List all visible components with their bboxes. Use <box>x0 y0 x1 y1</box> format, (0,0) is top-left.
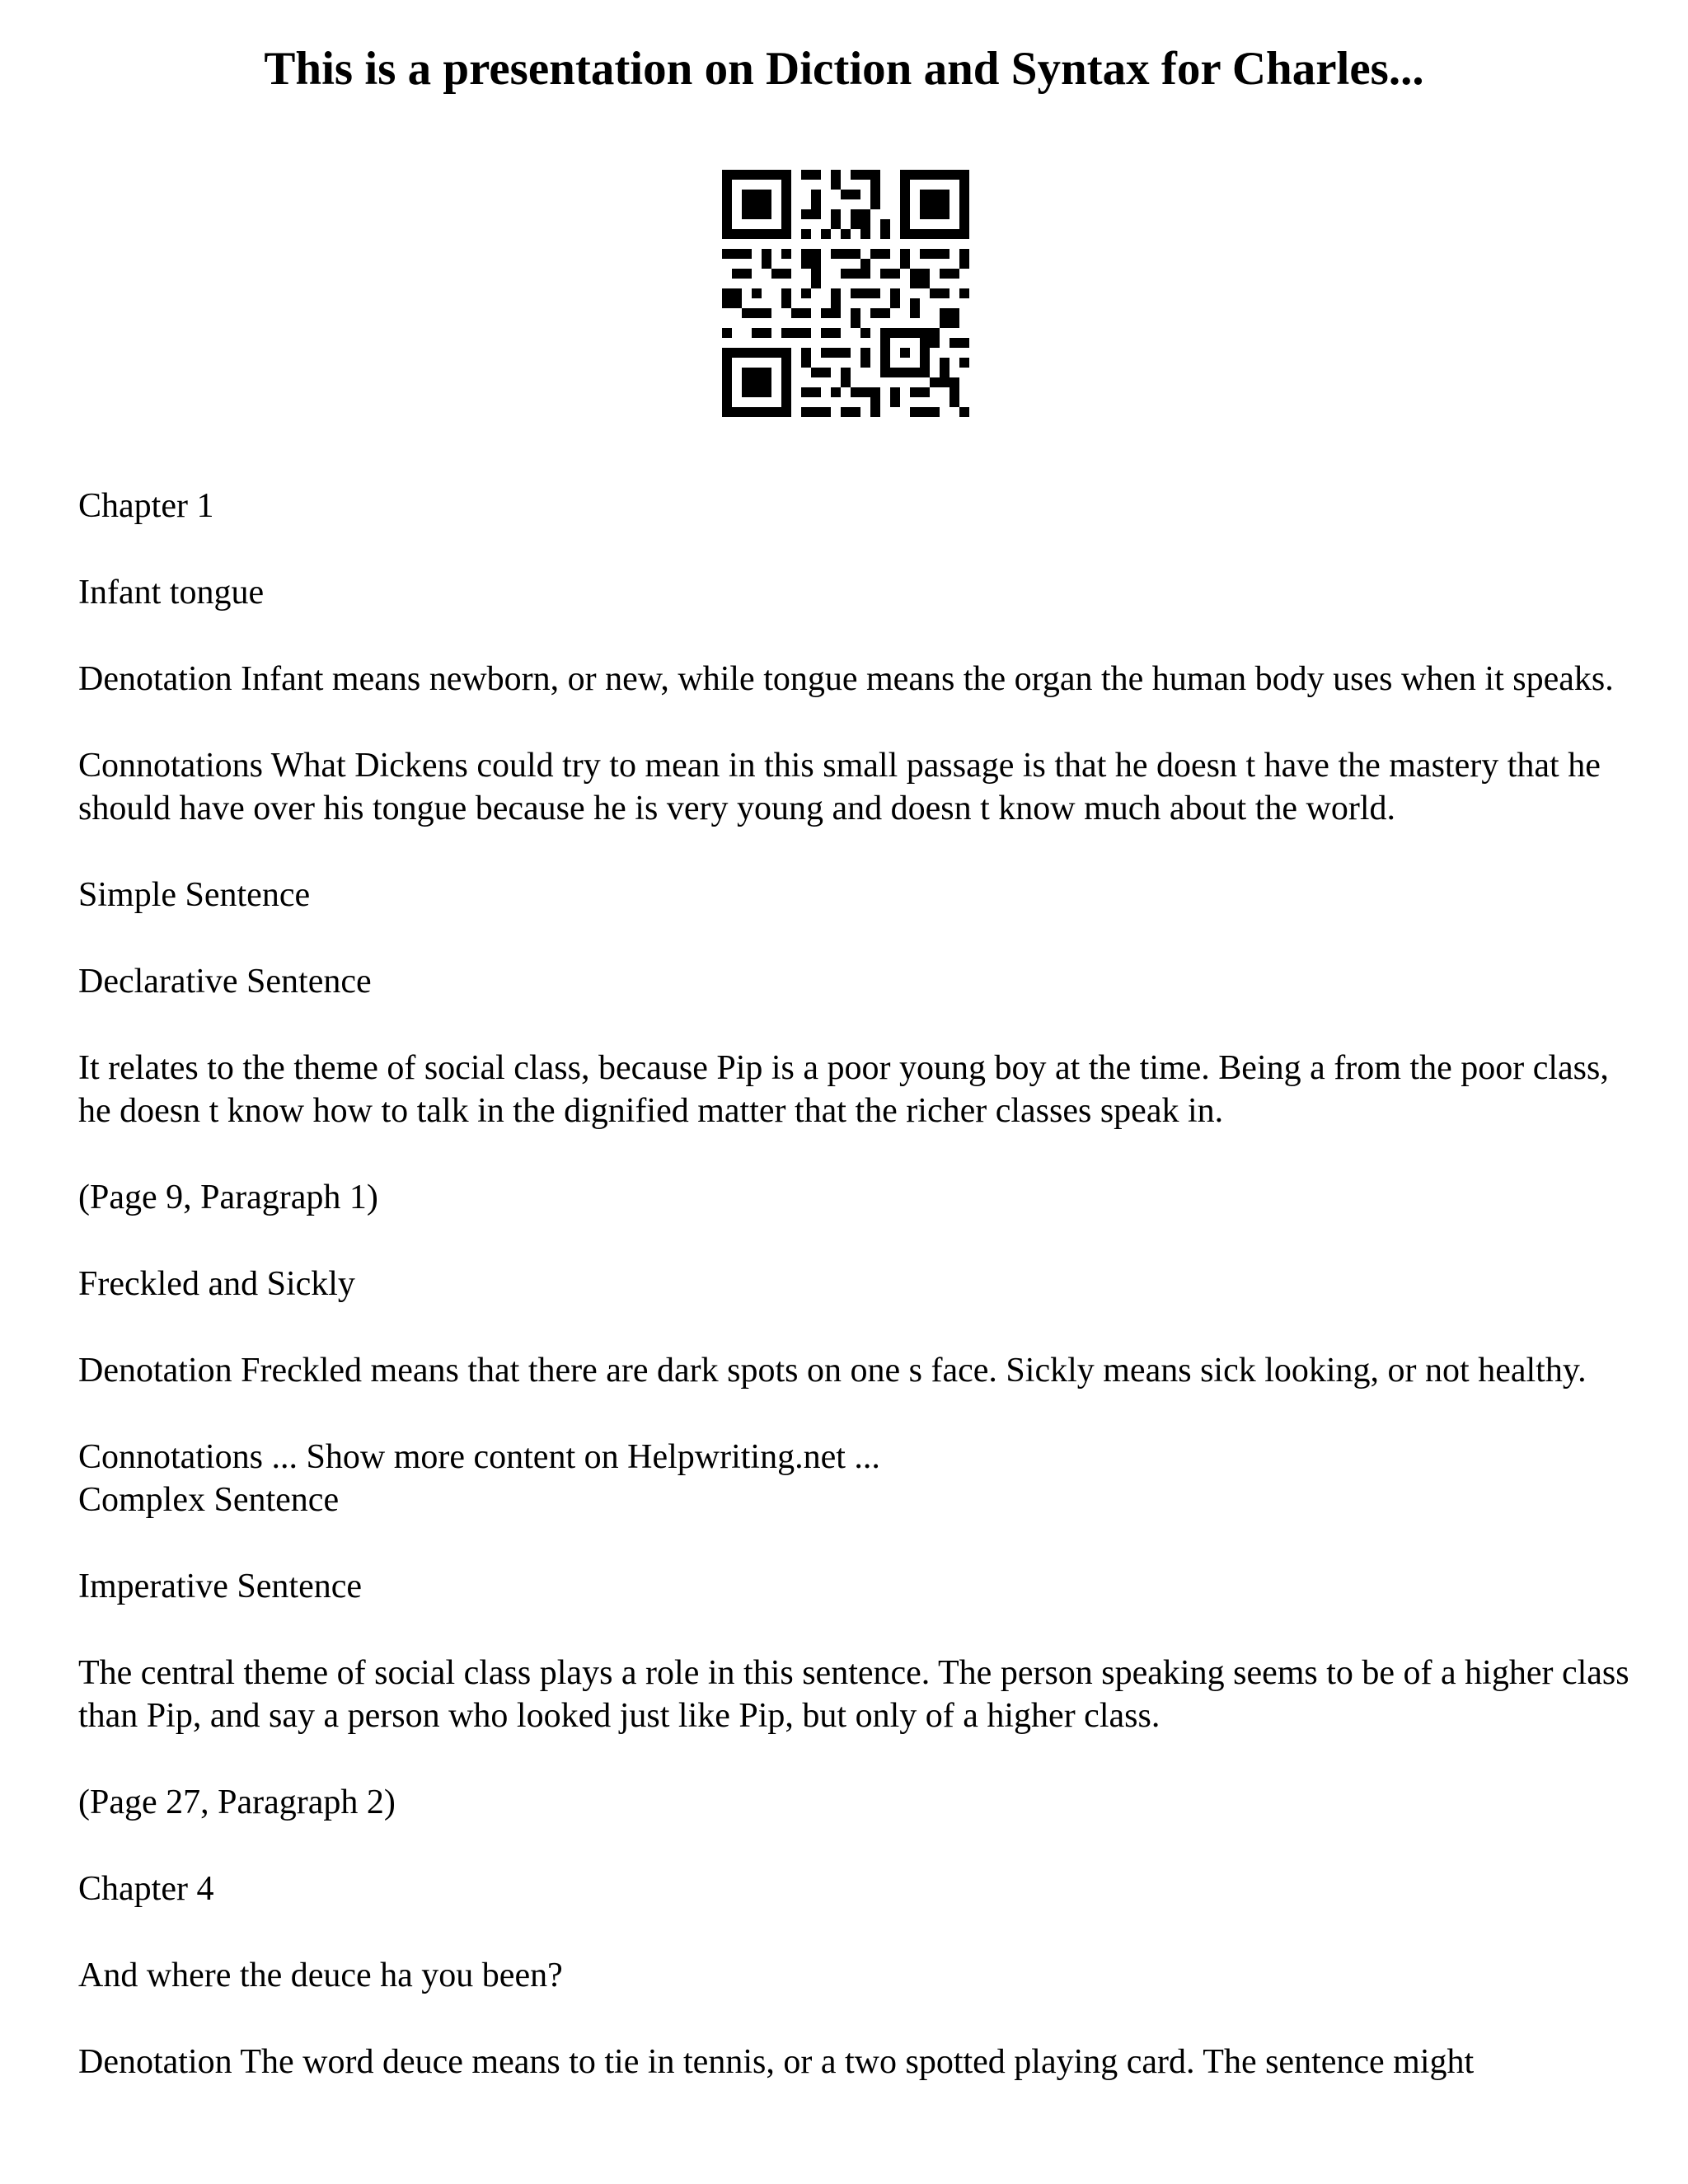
page-reference: (Page 9, Paragraph 1) <box>78 1179 378 1216</box>
connotations-paragraph: Connotations What Dickens could try to mean in this small passage is that he doesn t have the mastery that he should have over his tongue because he is very young and doesn t know much about the world. <box>78 747 1601 827</box>
theme-paragraph: It relates to the theme of social class, because Pip is a poor young boy at the time. Being a from the poor class, he doesn t know how to talk in the dignified matter that the richer classes speak in. <box>78 1049 1609 1130</box>
denotation-paragraph: Denotation The word deuce means to tie in tennis, or a two spotted playing card. The sentence might <box>78 2043 1475 2081</box>
page-reference: (Page 27, Paragraph 2) <box>78 1783 396 1821</box>
show-more-text: Connotations ... Show more content on Helpwriting.net ... <box>78 1438 880 1476</box>
quoted-phrase: And where the deuce ha you been? <box>78 1957 563 1994</box>
quoted-phrase: Freckled and Sickly <box>78 1265 355 1303</box>
sentence-type: Complex Sentence <box>78 1481 340 1519</box>
theme-paragraph: The central theme of social class plays a role in this sentence. The person speaking seems to be of a higher class than Pip, and say a person who looked just like Pip, but only of a higher class. <box>78 1654 1629 1735</box>
section-heading: Chapter 1 <box>78 487 214 525</box>
document-title: This is a presentation on Diction and Syntax for Charles... <box>264 43 1424 95</box>
denotation-paragraph: Denotation Infant means newborn, or new, while tongue means the organ the human body uses when it speaks. <box>78 660 1614 698</box>
denotation-paragraph: Denotation Freckled means that there are dark spots on one s face. Sickly means sick looking, or not healthy. <box>78 1352 1587 1390</box>
qr-code-image <box>722 170 969 417</box>
section-heading: Chapter 4 <box>78 1870 214 1908</box>
sentence-type: Simple Sentence <box>78 876 311 914</box>
document-body <box>78 485 1644 2127</box>
sentence-type: Imperative Sentence <box>78 1568 362 1605</box>
quoted-phrase: Infant tongue <box>78 574 265 612</box>
sentence-type: Declarative Sentence <box>78 963 372 1001</box>
qr-code-graphic <box>722 170 969 417</box>
